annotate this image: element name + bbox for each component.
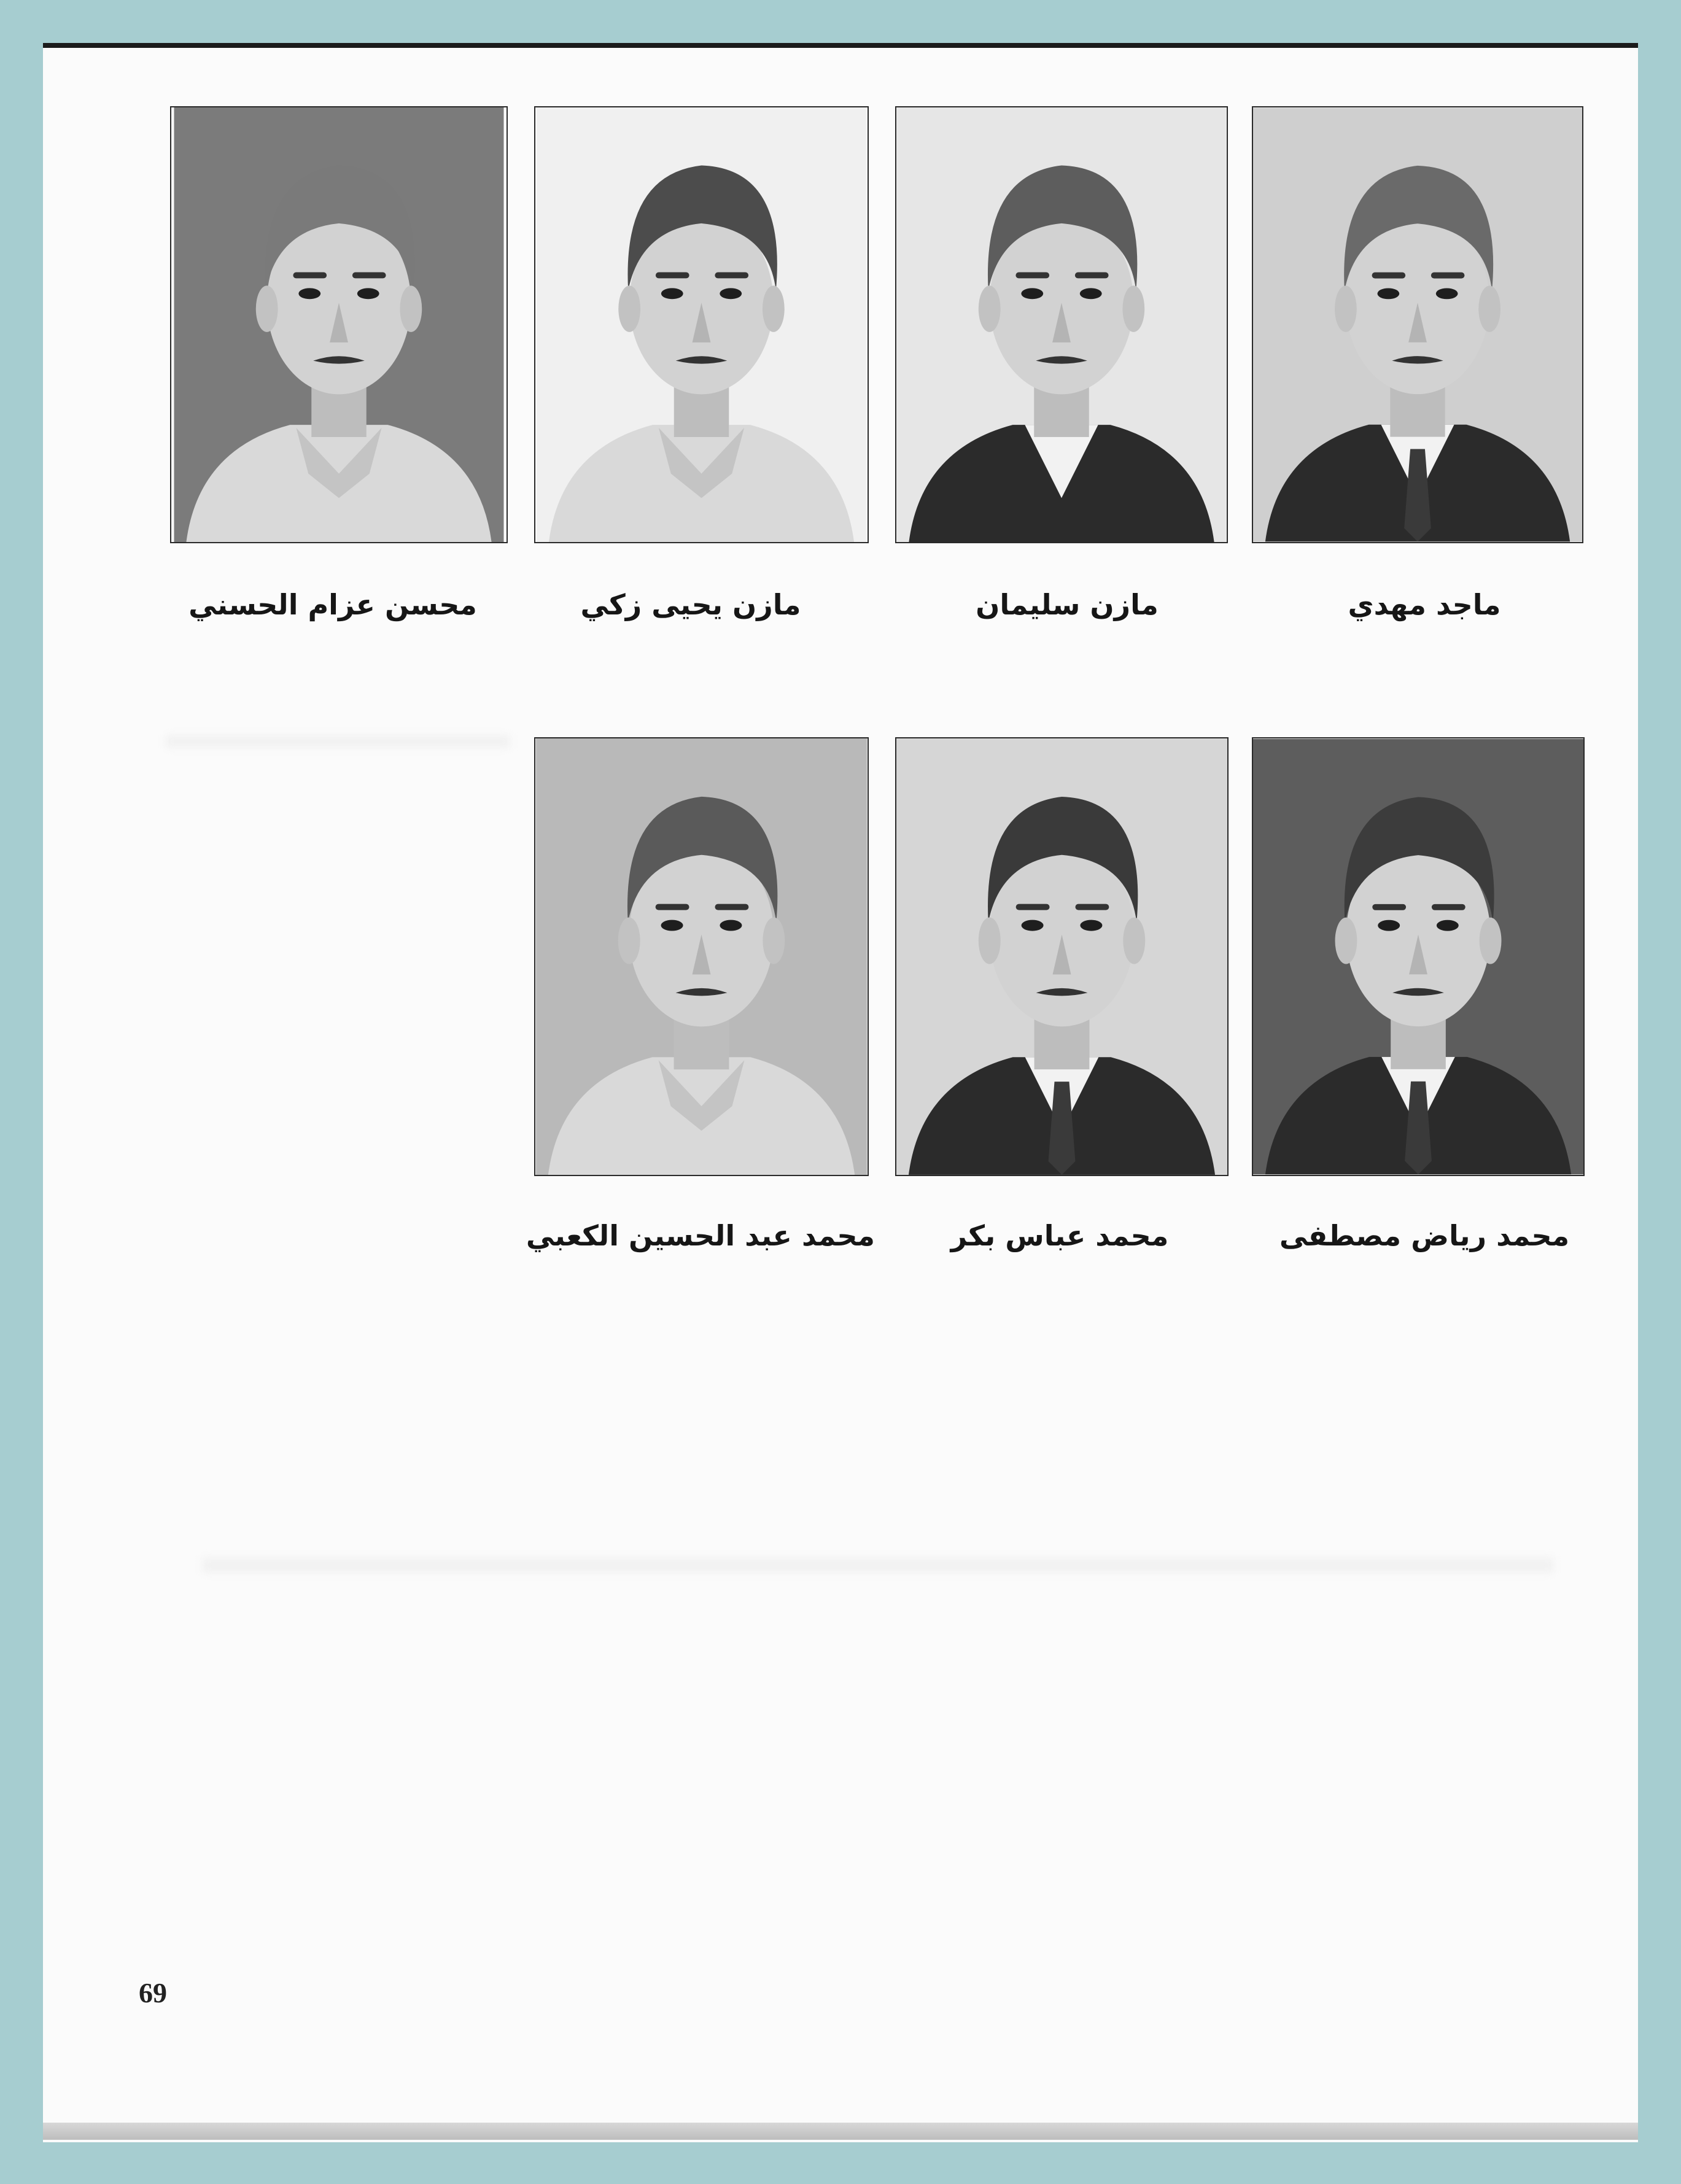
eyebrow (715, 904, 748, 910)
ear (618, 285, 640, 332)
eyebrow (656, 904, 689, 910)
eye (720, 920, 742, 931)
eyebrow (293, 272, 327, 278)
eyebrow (1372, 904, 1406, 910)
page-number: 69 (139, 1977, 167, 2008)
portrait-caption-6: محمد عباس بكر (950, 1219, 1169, 1252)
eye (661, 288, 683, 299)
person-portrait-icon (535, 738, 868, 1175)
portrait-photo-7 (534, 737, 869, 1176)
ear (618, 918, 640, 964)
ear (256, 285, 278, 332)
portrait-caption-5: محمد رياض مصطفى (1279, 1219, 1570, 1252)
eyebrow (656, 272, 689, 278)
portrait-photo-1 (1252, 106, 1583, 543)
faded-blank-area (203, 1558, 1553, 1573)
ear (1335, 285, 1357, 331)
portrait-photo-2 (895, 106, 1228, 543)
eyebrow (1075, 904, 1109, 910)
page-edge (43, 2123, 1638, 2140)
person-portrait-icon (896, 738, 1227, 1175)
eye (1021, 288, 1043, 299)
eye (661, 920, 683, 931)
person-portrait-icon (1253, 107, 1582, 542)
eyebrow (352, 272, 386, 278)
ear (979, 285, 1001, 332)
portrait-caption-4: محسن عزام الحسني (188, 588, 477, 621)
ear (1335, 918, 1357, 964)
eye (720, 288, 742, 299)
ear (1122, 285, 1144, 332)
ear (1478, 285, 1500, 331)
ear (979, 918, 1001, 964)
eyebrow (1431, 273, 1465, 279)
eye (1080, 288, 1102, 299)
eye (1080, 920, 1102, 931)
ear (1123, 918, 1145, 964)
portrait-photo-4 (170, 106, 508, 543)
ear (763, 918, 785, 964)
portrait-photo-5 (1252, 737, 1585, 1176)
faded-blank-area (166, 735, 510, 748)
person-portrait-icon (1253, 738, 1583, 1175)
portrait-caption-2: مازن سليمان (976, 588, 1159, 621)
eye (1022, 920, 1044, 931)
eyebrow (715, 272, 748, 278)
ear (400, 285, 422, 332)
person-portrait-icon (535, 107, 868, 542)
portrait-photo-6 (895, 737, 1229, 1176)
eye (1377, 288, 1399, 299)
portrait-caption-1: ماجد مهدي (1348, 588, 1501, 621)
ear (1480, 918, 1502, 964)
eye (357, 288, 379, 299)
eye (298, 288, 320, 299)
portrait-photo-3 (534, 106, 869, 543)
person-portrait-icon (896, 107, 1227, 542)
eyebrow (1432, 904, 1466, 910)
eye (1437, 920, 1459, 931)
portrait-caption-3: مازن يحيى زكي (580, 588, 801, 621)
portrait-caption-7: محمد عبد الحسين الكعبي (526, 1219, 875, 1252)
eyebrow (1372, 273, 1406, 279)
ear (763, 285, 785, 332)
eyebrow (1075, 272, 1109, 278)
eyebrow (1015, 272, 1049, 278)
eye (1436, 288, 1458, 299)
person-portrait-icon (171, 107, 507, 542)
eyebrow (1016, 904, 1050, 910)
eye (1378, 920, 1400, 931)
